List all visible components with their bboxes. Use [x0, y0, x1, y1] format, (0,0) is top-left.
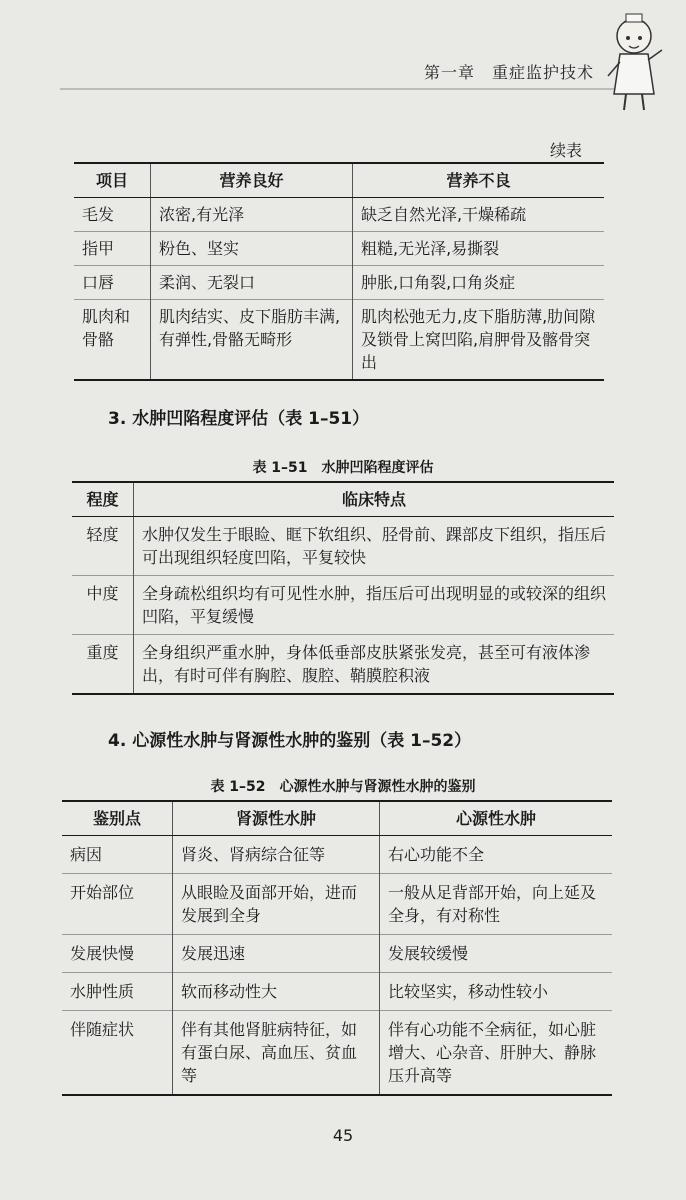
table-row — [74, 300, 604, 381]
table3-cell: 水肿性质 — [62, 973, 173, 1011]
table1-cell: 粉色、坚实 — [151, 232, 353, 266]
table2-cell: 全身疏松组织均有可见性水肿，指压后可出现明显的或较深的组织凹陷，平复缓慢 — [134, 576, 615, 635]
table3-cell: 发展快慢 — [62, 935, 173, 973]
edema-degree-table — [72, 481, 614, 695]
table3-cell: 病因 — [70, 845, 103, 864]
table-row — [74, 232, 604, 266]
table3-cell: 从眼睑及面部开始，进而发展到全身 — [173, 874, 380, 935]
page-number: 45 — [332, 1126, 354, 1145]
table-row — [62, 935, 612, 973]
table1-cell: 肌肉结实、皮下脂肪丰满,有弹性,骨骼无畸形 — [151, 300, 353, 381]
chapter-header: 第一章 重症监护技术 — [423, 63, 594, 82]
table2-cell: 中度 — [72, 576, 134, 635]
table3-header-renal: 肾源性水肿 — [173, 801, 380, 836]
table3-cell: 开始部位 — [62, 874, 173, 935]
section-4-heading: 4. 心源性水肿与肾源性水肿的鉴别（表 1–52） — [108, 731, 472, 751]
table-row — [62, 874, 612, 935]
table1-header-good: 营养良好 — [151, 163, 353, 198]
table1-cell: 肿胀,口角裂,口角炎症 — [353, 266, 605, 300]
table-row — [62, 836, 612, 874]
table-row — [72, 635, 614, 695]
table1-header-item: 项目 — [74, 163, 151, 198]
table1-cell: 肌肉和骨骼 — [74, 300, 151, 381]
table-row — [62, 973, 612, 1011]
table1-cell: 柔润、无裂口 — [151, 266, 353, 300]
table2-cell: 轻度 — [86, 525, 119, 544]
table3-header-cardiac: 心源性水肿 — [380, 801, 613, 836]
nutrition-table — [74, 162, 604, 381]
table3-header-point: 鉴别点 — [62, 801, 173, 836]
table3-cell: 发展迅速 — [173, 935, 380, 973]
table1-cell: 口唇 — [74, 266, 151, 300]
table2-header-degree: 程度 — [72, 482, 134, 517]
table3-cell: 一般从足背部开始，向上延及全身，有对称性 — [380, 874, 613, 935]
continued-label: 续表 — [549, 141, 582, 160]
table-row — [72, 517, 614, 576]
table-row — [62, 1011, 612, 1096]
table3-cell: 软而移动性大 — [173, 973, 380, 1011]
table-row — [74, 266, 604, 300]
table1-cell: 指甲 — [74, 232, 151, 266]
table3-cell: 发展较缓慢 — [380, 935, 613, 973]
table2-header-features: 临床特点 — [134, 482, 615, 517]
table2-cell: 全身组织严重水肿，身体低垂部皮肤紧张发亮，甚至可有液体渗出，有时可伴有胸腔、腹腔、鞘膜腔积液 — [134, 635, 615, 695]
table3-cell: 伴有心功能不全病征，如心脏增大、心杂音、肝肿大、静脉压升高等 — [380, 1011, 613, 1096]
table1-cell: 浓密,有光泽 — [151, 198, 353, 232]
table1-cell: 粗糙,无光泽,易撕裂 — [353, 232, 605, 266]
table3-cell: 伴随症状 — [62, 1011, 173, 1096]
table3-cell: 右心功能不全 — [380, 836, 613, 874]
edema-differential-table — [62, 800, 612, 1096]
header-rule — [60, 88, 616, 90]
section-3-heading: 3. 水肿凹陷程度评估（表 1–51） — [108, 409, 370, 429]
table-1-51-caption: 表 1–51 水肿凹陷程度评估 — [252, 460, 434, 476]
table-row — [72, 576, 614, 635]
table-row — [74, 198, 604, 232]
nurse-mascot-icon — [598, 6, 664, 114]
table3-cell: 比较坚实，移动性较小 — [380, 973, 613, 1011]
table2-cell: 水肿仅发生于眼睑、眶下软组织、胫骨前、踝部皮下组织，指压后可出现组织轻度凹陷，平复较快 — [134, 517, 615, 576]
table3-cell: 伴有其他肾脏病特征，如有蛋白尿、高血压、贫血等 — [173, 1011, 380, 1096]
table1-cell: 肌肉松弛无力,皮下脂肪薄,肋间隙及锁骨上窝凹陷,肩胛骨及髂骨突出 — [353, 300, 605, 381]
table2-cell: 重度 — [72, 635, 134, 695]
table3-cell: 肾炎、肾病综合征等 — [173, 836, 380, 874]
table1-cell: 缺乏自然光泽,干燥稀疏 — [353, 198, 605, 232]
table1-cell: 毛发 — [82, 205, 115, 224]
table-1-52-caption: 表 1–52 心源性水肿与肾源性水肿的鉴别 — [210, 779, 476, 795]
table1-header-poor: 营养不良 — [353, 163, 605, 198]
